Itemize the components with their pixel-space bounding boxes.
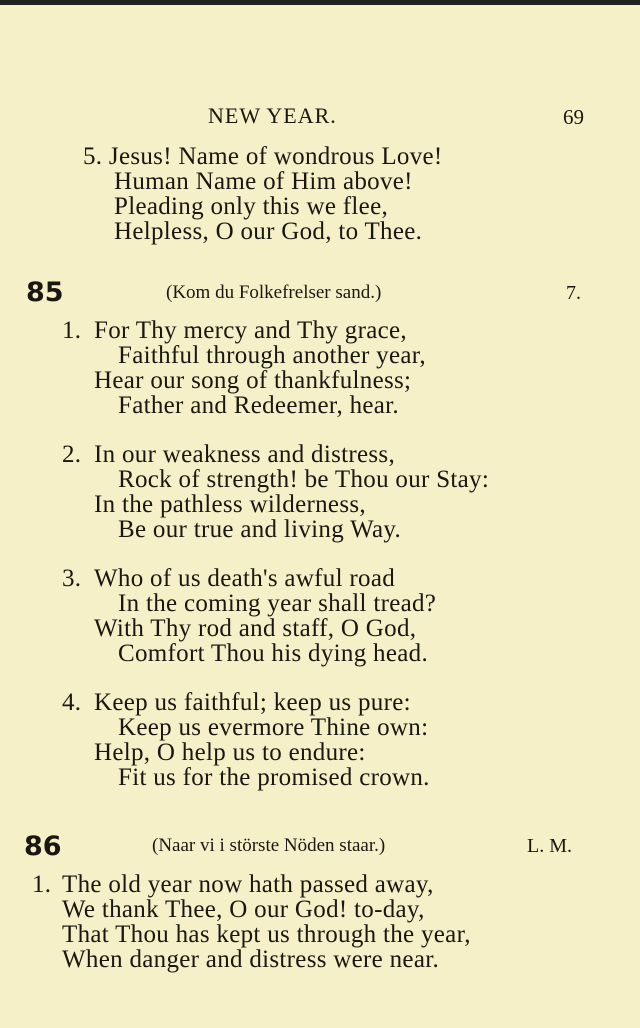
hymn-number: 86	[24, 831, 62, 862]
verse-line: 4. Keep us faithful; keep us pure:	[62, 689, 411, 716]
verse-line: In the pathless wilderness,	[94, 491, 366, 518]
verse-number: 3.	[62, 565, 82, 592]
verse-line: Pleading only this we flee,	[114, 193, 389, 220]
verse-line: Fit us for the promised crown.	[118, 764, 430, 791]
verse-line: Father and Redeemer, hear.	[118, 392, 399, 419]
verse-line: 2. In our weakness and distress,	[62, 441, 395, 468]
verse-line: Human Name of Him above!	[114, 168, 413, 195]
verse-line: Comfort Thou his dying head.	[118, 640, 428, 667]
running-header: NEW YEAR.	[208, 103, 337, 128]
page-number: 69	[563, 105, 584, 129]
verse-number: 1.	[62, 317, 82, 344]
verse-line: Be our true and living Way.	[118, 516, 402, 543]
verse-line: Faithful through another year,	[118, 342, 426, 369]
verse-line: 3. Who of us death's awful road	[62, 565, 396, 592]
verse-line: Hear our song of thankfulness;	[94, 367, 412, 394]
verse-line: That Thou has kept us through the year,	[62, 921, 471, 948]
verse-line: We thank Thee, O our God! to-day,	[62, 896, 425, 923]
meter-label: 7.	[566, 282, 581, 304]
top-rule	[0, 0, 640, 5]
verse-line: Help, O help us to endure:	[94, 739, 366, 766]
verse-line: With Thy rod and staff, O God,	[94, 615, 417, 642]
meter-label: L. M.	[527, 835, 572, 857]
verse-line: 5. Jesus! Name of wondrous Love!	[83, 143, 443, 170]
verse-number: 5.	[83, 143, 103, 170]
verse-number: 1.	[32, 871, 52, 898]
verse-number: 4.	[62, 689, 82, 716]
verse-line: Helpless, O our God, to Thee.	[114, 218, 423, 245]
tune-name: (Naar vi i störste Nöden staar.)	[152, 835, 386, 856]
verse-number: 2.	[62, 441, 82, 468]
verse-line: When danger and distress were near.	[62, 946, 440, 973]
tune-name: (Kom du Folkefrelser sand.)	[166, 282, 382, 303]
verse-line: Keep us evermore Thine own:	[118, 714, 429, 741]
verse-line: Rock of strength! be Thou our Stay:	[118, 466, 490, 493]
verse-line: In the coming year shall tread?	[118, 590, 437, 617]
hymn-number: 85	[26, 277, 64, 308]
verse-line: 1. For Thy mercy and Thy grace,	[62, 317, 407, 344]
verse-line: 1. The old year now hath passed away,	[32, 871, 434, 898]
